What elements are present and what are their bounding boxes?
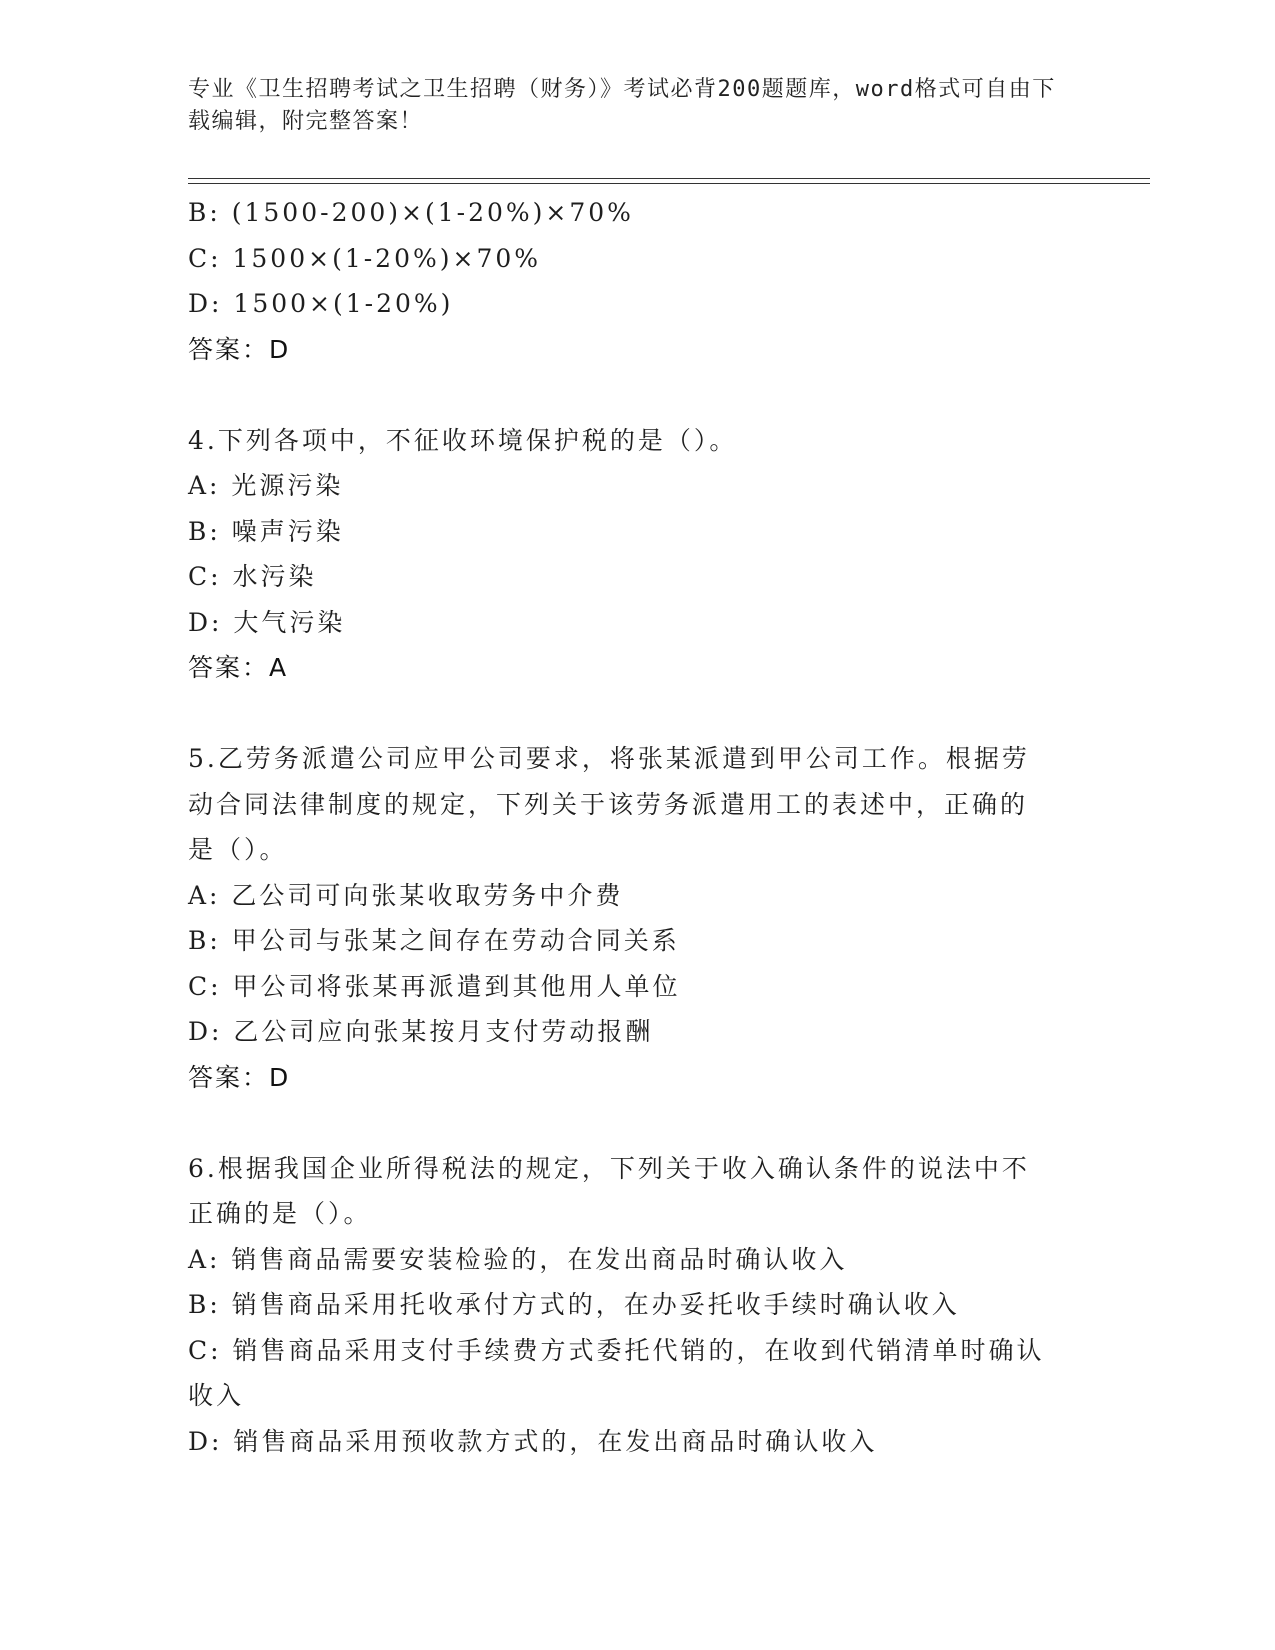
option-d: D: 销售商品采用预收款方式的，在发出商品时确认收入 (188, 1426, 878, 1456)
option-d: D: 1500×(1-20%) (188, 289, 454, 318)
option-b: B: 销售商品采用托收承付方式的，在办妥托收手续时确认收入 (188, 1290, 960, 1319)
option-a: A: 光源污染 (188, 471, 344, 500)
option-c: C: 水污染 (188, 562, 317, 591)
option-c: C: 销售商品采用支付手续费方式委托代销的，在收到代销清单时确认收入 (188, 1335, 1045, 1410)
option-b: B: 噪声污染 (188, 516, 344, 546)
document-body (188, 190, 1088, 1464)
header-divider-bottom (188, 183, 1150, 184)
question-5 (188, 736, 1088, 1100)
option-c: C: 甲公司将张某再派遣到其他用人单位 (188, 971, 681, 1001)
option-c: C: 1500×(1-20%)×70% (188, 243, 542, 273)
question-stem: 5.乙劳务派遣公司应甲公司要求，将张某派遣到甲公司工作。根据劳动合同法律制度的规定，下列关于该劳务派遣用工的表述中，正确的是（）。 (188, 744, 1030, 864)
option-d: D: 大气污染 (188, 607, 346, 637)
question-stem: 6.根据我国企业所得税法的规定，下列关于收入确认条件的说法中不正确的是（）。 (188, 1153, 1030, 1228)
option-d: D: 乙公司应向张某按月支付劳动报酬 (188, 1017, 654, 1046)
answer-line: 答案：D (188, 334, 291, 364)
spacer (188, 1100, 1088, 1146)
option-a: A: 乙公司可向张某收取劳务中介费 (188, 880, 624, 910)
answer-line: 答案：D (188, 1062, 291, 1092)
option-a: A: 销售商品需要安装检验的，在发出商品时确认收入 (188, 1244, 848, 1274)
option-b: B: 甲公司与张某之间存在劳动合同关系 (188, 926, 680, 955)
spacer (188, 372, 1088, 418)
spacer (188, 691, 1088, 737)
header-divider-top (188, 178, 1150, 179)
question-6 (188, 1146, 1088, 1465)
answer-line: 答案：A (188, 653, 289, 682)
question-3-continued (188, 190, 1088, 372)
question-4 (188, 418, 1088, 691)
document-header: 专业《卫生招聘考试之卫生招聘（财务）》考试必背200题题库，word格式可自由下载编辑，附完整答案！ (188, 77, 1056, 134)
option-b: B: (1500-200)×(1-20%)×70% (188, 198, 634, 227)
question-stem: 4.下列各项中，不征收环境保护税的是（）。 (188, 425, 738, 455)
